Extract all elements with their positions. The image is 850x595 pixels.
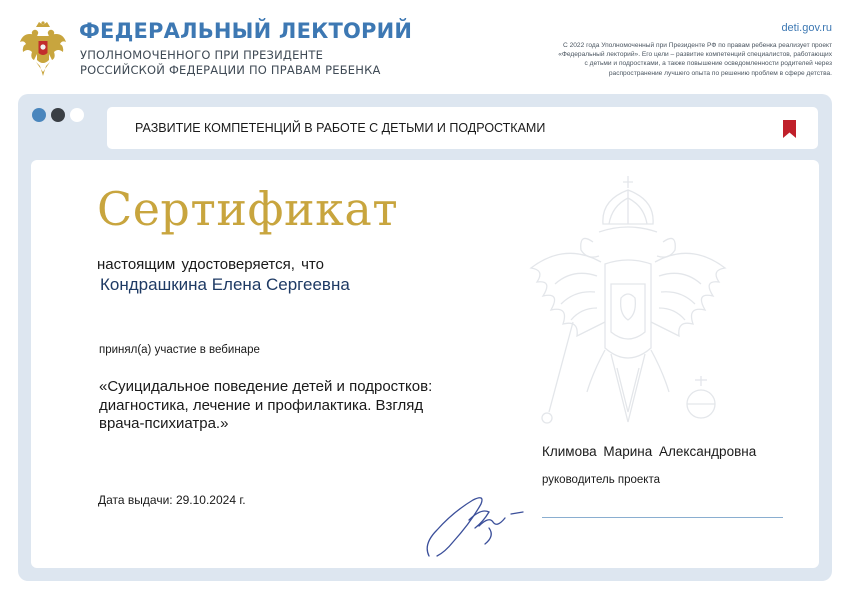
- disclaimer-line: «Федеральный лекторий». Его цели – развитие компетенций специалистов, работающих: [558, 51, 832, 59]
- coat-of-arms-icon: [18, 20, 68, 78]
- window-dot-dark: [51, 108, 65, 122]
- window-dot-blue: [32, 108, 46, 122]
- brand-subtitle-line: УПОЛНОМОЧЕННОГО ПРИ ПРЕЗИДЕНТЕ: [80, 48, 324, 62]
- webinar-title-line: диагностика, лечение и профилактика. Взгляд: [99, 396, 424, 414]
- recipient-name: Кондрашкина Елена Сергеевна: [100, 275, 350, 294]
- signer-role: руководитель проекта: [542, 474, 660, 486]
- certificate-frame: [18, 94, 832, 581]
- window-dot-white: [70, 108, 84, 122]
- topic-bar: [107, 107, 818, 149]
- brand-subtitle: [80, 48, 381, 78]
- webinar-title-line: «Суицидальное поведение детей и подростков:: [99, 378, 433, 395]
- participation-text: принял(а) участие в вебинаре: [99, 344, 260, 356]
- webinar-title-line: врача-психиатра.»: [99, 415, 229, 432]
- brand-subtitle-line: РОССИЙСКОЙ ФЕДЕРАЦИИ ПО ПРАВАМ РЕБЕНКА: [80, 63, 381, 77]
- certificate-title: Сертификат: [97, 182, 399, 236]
- disclaimer-line: С 2022 года Уполномоченный при Президенте РФ по правам ребенка реализует проект: [562, 42, 832, 49]
- project-disclaimer: [527, 41, 832, 78]
- signer-name: Климова Марина Александровна: [542, 444, 757, 459]
- disclaimer-line: с детьми и подростками, а также повышение осведомленности родителей через: [584, 60, 832, 68]
- certificate-card: [31, 160, 819, 568]
- brand-title: ФЕДЕРАЛЬНЫЙ ЛЕКТОРИЙ: [79, 19, 413, 43]
- window-dots: [32, 108, 84, 122]
- bookmark-icon: [782, 119, 797, 139]
- topic-title: РАЗВИТИЕ КОМПЕТЕНЦИЙ В РАБОТЕ С ДЕТЬМИ И ПОДРОСТКАМИ: [135, 121, 546, 135]
- handwritten-signature-icon: [423, 482, 535, 562]
- attestation-text: настоящим удостоверяется, что: [97, 256, 324, 273]
- signature-line: [542, 517, 783, 518]
- site-link[interactable]: deti.gov.ru: [781, 22, 832, 34]
- coat-of-arms-watermark-icon: [517, 172, 739, 442]
- issue-date: Дата выдачи: 29.10.2024 г.: [98, 493, 246, 507]
- webinar-title: [99, 378, 479, 434]
- disclaimer-line: распространение лучшего опыта по решению проблем в сфере детства.: [608, 69, 832, 77]
